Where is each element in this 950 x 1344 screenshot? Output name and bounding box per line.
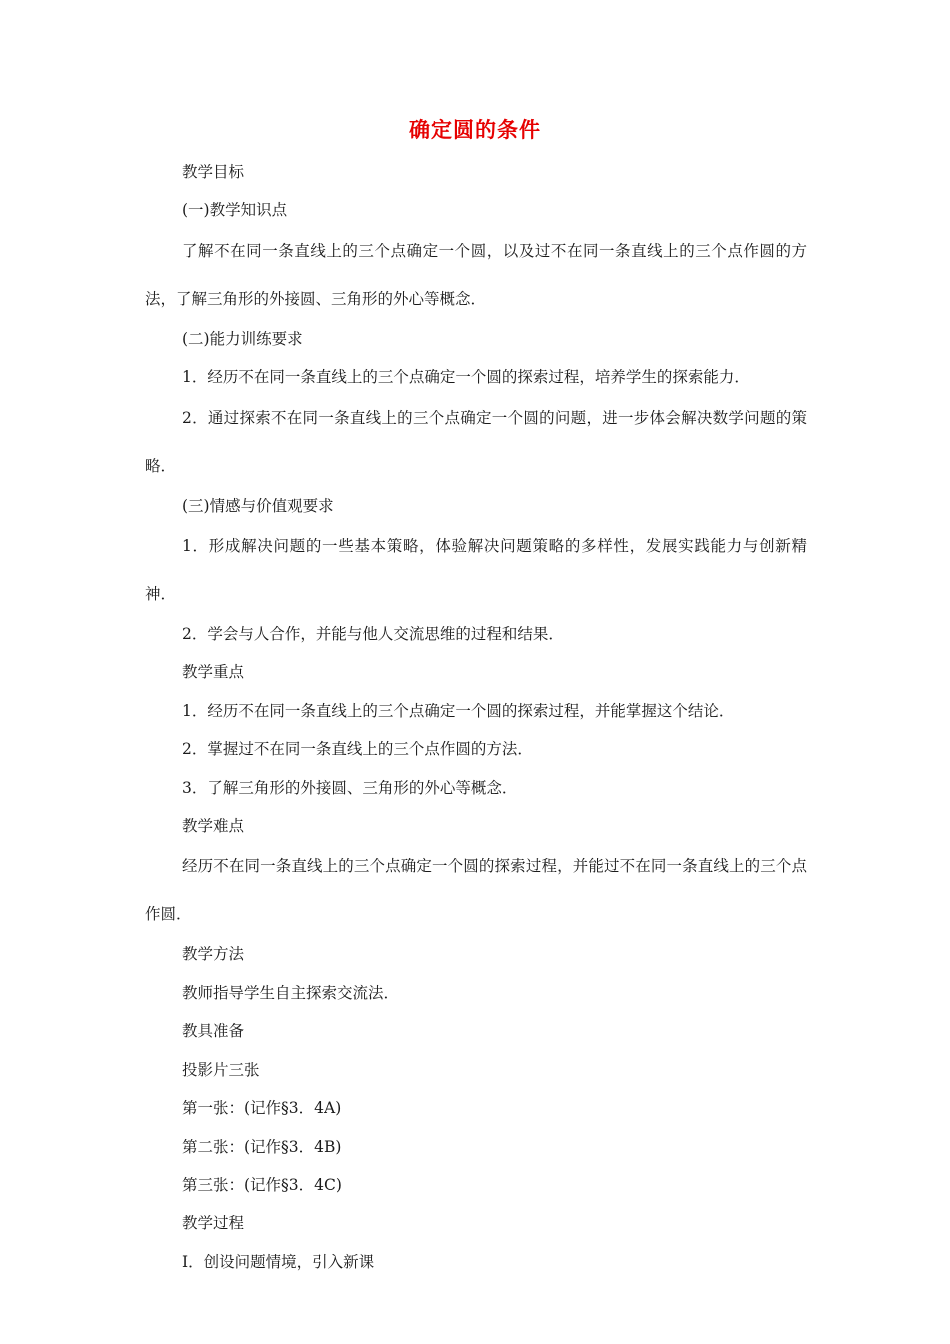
subsection-heading-step-1: Ⅰ．创设问题情境，引入新课 <box>182 1252 375 1271</box>
subsection-heading-values: (三)情感与价值观要求 <box>182 496 334 515</box>
list-item-key-1: 1．经历不在同一条直线上的三个点确定一个圆的探索过程，并能掌握这个结论． <box>182 701 735 720</box>
list-item-ability-2: 2．通过探索不在同一条直线上的三个点确定一个圆的问题，进一步体会解决数学问题的策略． <box>145 408 807 475</box>
section-heading-process: 教学过程 <box>182 1214 245 1233</box>
section-heading-key-points: 教学重点 <box>182 663 245 682</box>
paragraph-method: 教师指导学生自主探索交流法． <box>182 983 400 1002</box>
list-item-slide-3: 第三张：(记作§3．4C) <box>182 1175 342 1194</box>
subsection-heading-knowledge: (一)教学知识点 <box>182 201 288 220</box>
paragraph-knowledge: 了解不在同一条直线上的三个点确定一个圆，以及过不在同一条直线上的三个点作圆的方法，了解三角形的外接圆、三角形的外心等概念． <box>145 241 807 308</box>
list-item-slide-1: 第一张：(记作§3．4A) <box>182 1099 342 1118</box>
list-item-key-2: 2．掌握过不在同一条直线上的三个点作圆的方法． <box>182 740 533 759</box>
document-title: 确定圆的条件 <box>409 118 541 142</box>
list-item-ability-1: 1．经历不在同一条直线上的三个点确定一个圆的探索过程，培养学生的探索能力． <box>182 368 750 387</box>
list-item-slide-2: 第二张：(记作§3．4B) <box>182 1137 342 1156</box>
list-item-values-1: 1．形成解决问题的一些基本策略，体验解决问题策略的多样性，发展实践能力与创新精神． <box>145 537 807 604</box>
paragraph-difficulties: 经历不在同一条直线上的三个点确定一个圆的探索过程，并能过不在同一条直线上的三个点作圆． <box>145 857 807 924</box>
document-body <box>145 153 807 1281</box>
section-heading-method: 教学方法 <box>182 945 245 964</box>
section-heading-difficulties: 教学难点 <box>182 817 245 836</box>
subsection-heading-ability: (二)能力训练要求 <box>182 329 303 348</box>
list-item-key-3: 3．了解三角形的外接圆、三角形的外心等概念． <box>182 778 518 797</box>
section-heading-objectives: 教学目标 <box>182 163 245 181</box>
section-heading-materials: 教具准备 <box>182 1022 245 1041</box>
list-item-values-2: 2．学会与人合作，并能与他人交流思维的过程和结果． <box>182 625 564 644</box>
paragraph-materials: 投影片三张 <box>182 1060 260 1079</box>
